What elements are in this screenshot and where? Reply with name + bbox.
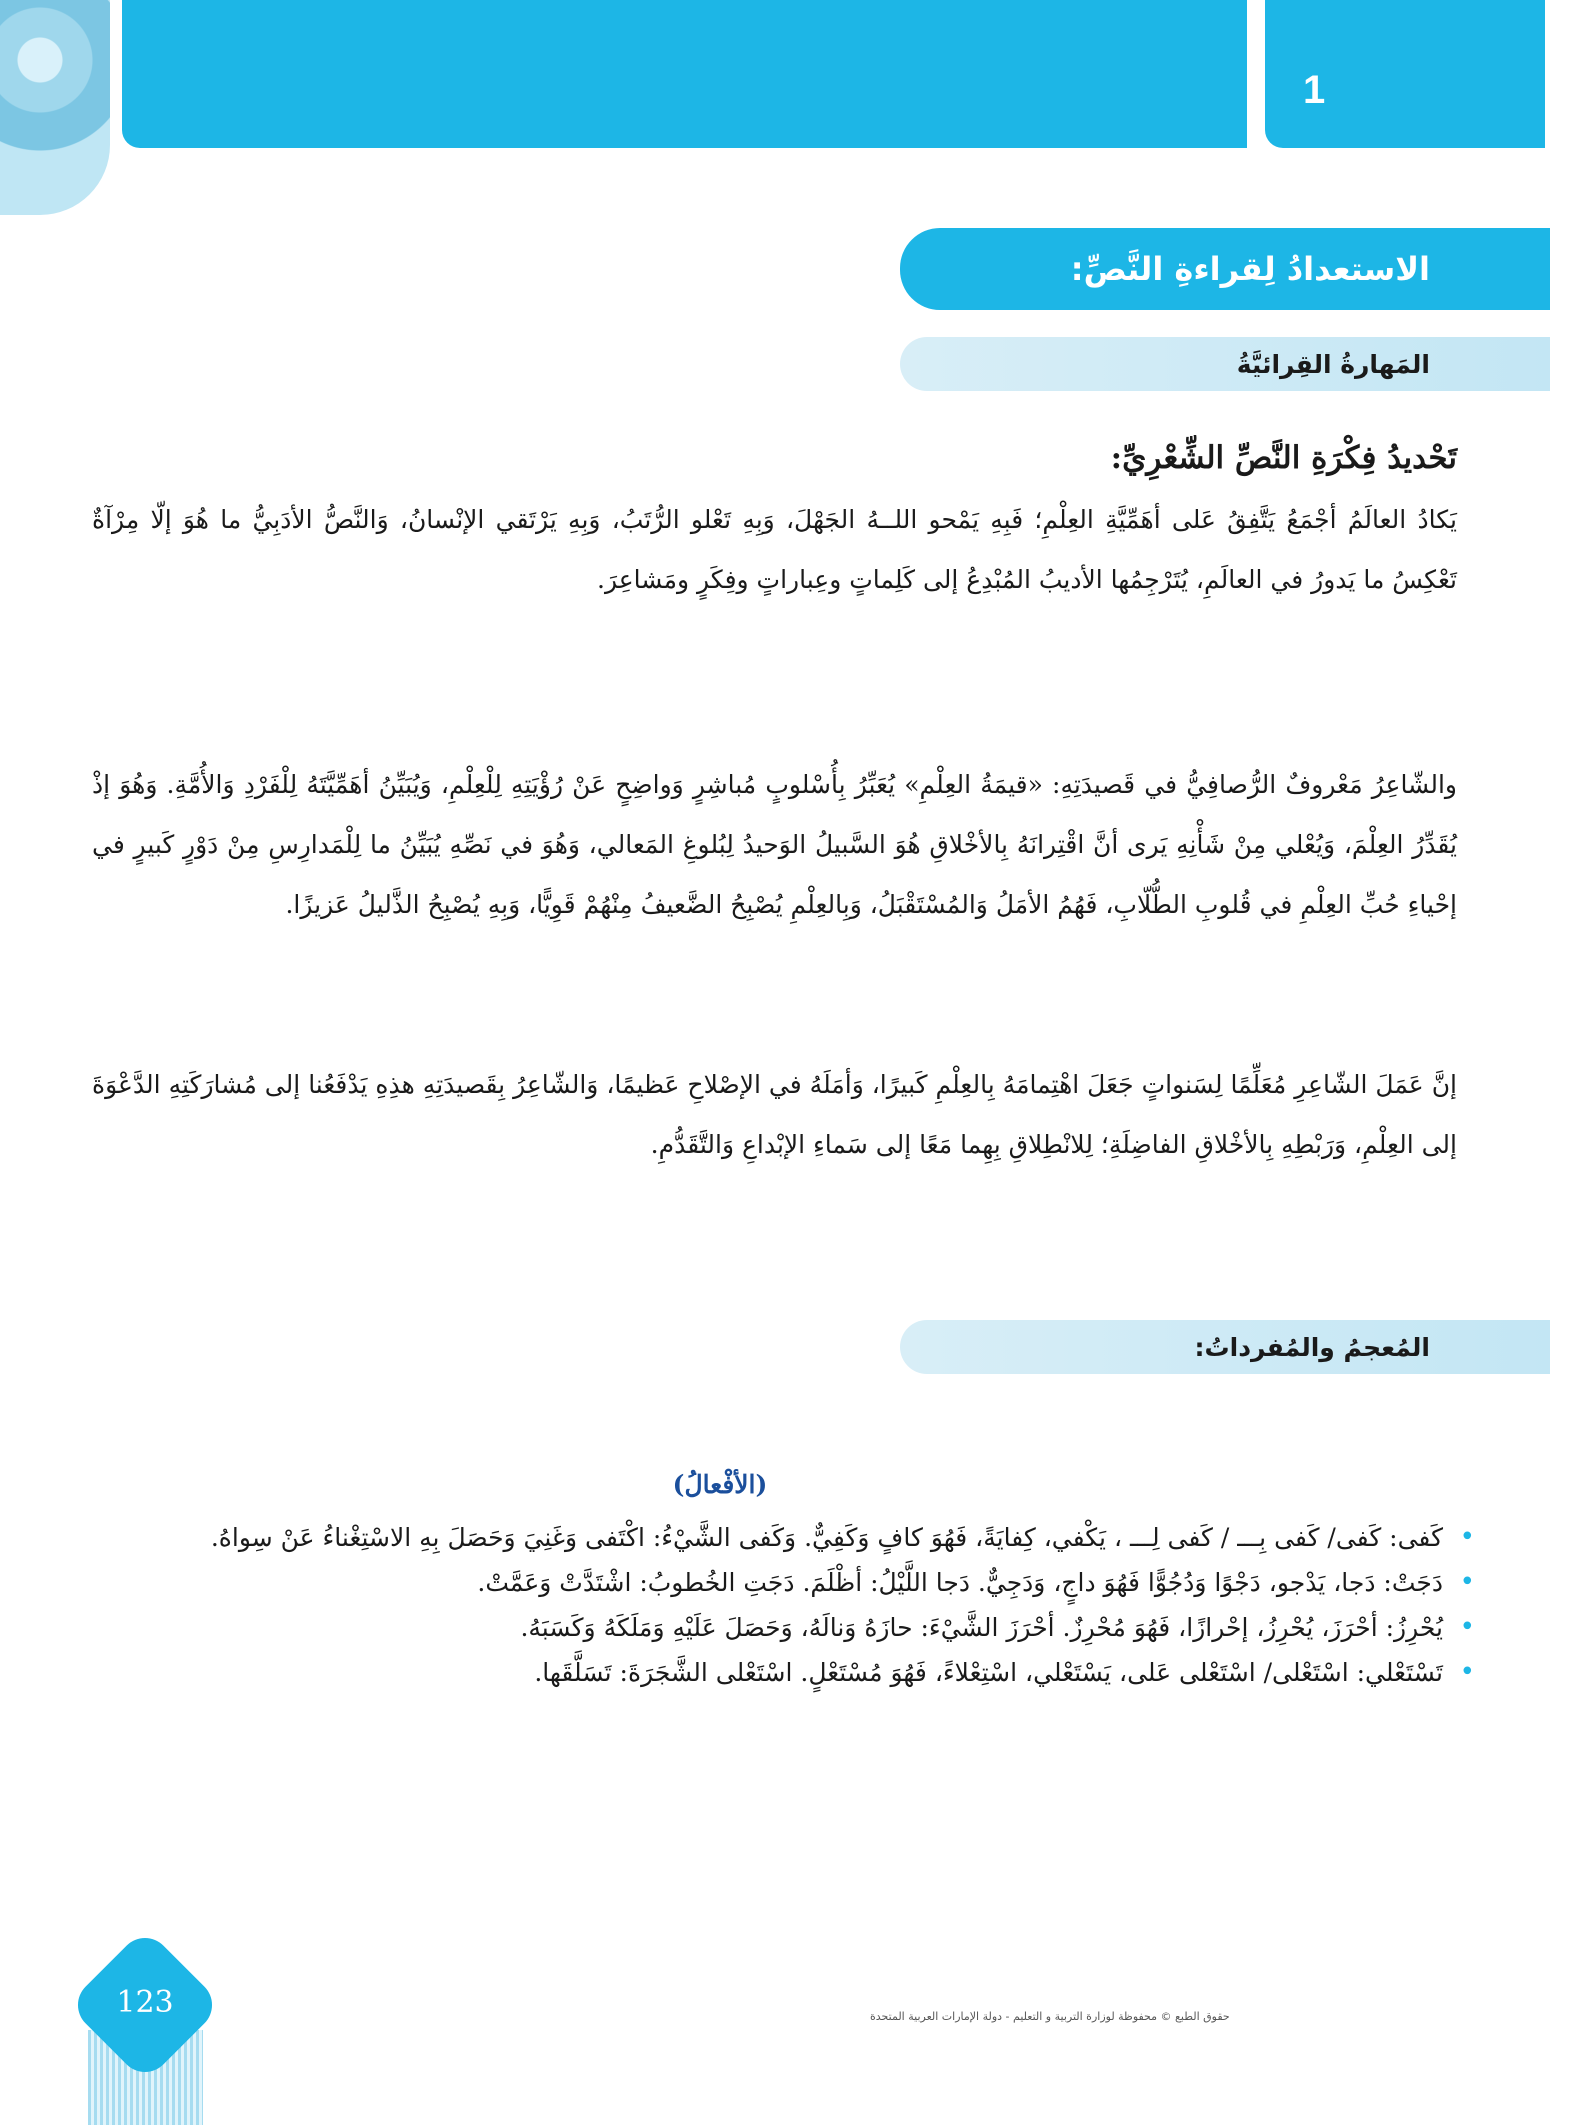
bullet-icon: •: [1459, 1522, 1475, 1552]
section-banner: [900, 228, 1550, 310]
paragraph-1: يَكادُ العالَمُ أجْمَعُ يَتَّفِقُ عَلى أهَمِّيَّةِ العِلْمِ؛ فَبِهِ يَمْحو اللــهُ الجَهْلَ، وَبِهِ تَعْلو الرُّتَبُ، وَبِهِ يَرْتَقي الإنْسانُ، وَالنَّصُّ الأدَبِيُّ ما هُوَ إلّا مِرْآةٌ تَعْكِسُ ما يَدورُ في العالَمِ، يُتَرْجِمُها الأديبُ المُبْدِعُ إلى كَلِماتٍ وعِباراتٍ وفِكَرٍ ومَشاعِرَ.: [92, 505, 1457, 594]
paragraph-2: والشّاعِرُ مَعْروفٌ الرُّصافِيُّ في قَصيدَتِهِ: «قيمَةُ العِلْمِ» يُعَبِّرُ بِأُسْلوبٍ مُباشِرٍ وَواضِحٍ عَنْ رُؤْيَتِهِ لِلْعِلْمِ، وَيُبَيِّنُ أهَمِّيَّتَهُ لِلْفَرْدِ وَالأُمَّةِ. وَهُوَ إذْ يُقَدِّرُ العِلْمَ، وَيُعْلي مِنْ شَأْنِهِ يَرى أنَّ اقْتِرانَهُ بِالأخْلاقِ هُوَ السَّبيلُ الوَحيدُ لِبُلوغِ المَعالي، وَهُوَ في نَصِّهِ يُبَيِّنُ ما لِلْمَدارِسِ مِنْ دَوْرٍ كَبيرٍ في إحْياءِ حُبِّ العِلْمِ في قُلوبِ الطُّلّابِ، فَهُمُ الأمَلُ وَالمُسْتَقْبَلُ، وَبِالعِلْمِ يُصْبِحُ الضَّعيفُ مِنْهُمْ قَوِيًّا، وَبِهِ يُصْبِحُ الذَّليلُ عَزيزًا.: [92, 770, 1457, 919]
copyright-notice: حقوق الطبع © محفوظة لوزارة التربية و التعليم - دولة الإمارات العربية المتحدة: [870, 2010, 1230, 2023]
reading-skill-banner: [900, 337, 1550, 391]
header-band: [122, 0, 1247, 148]
page-number: 123: [116, 1985, 174, 2020]
vocabulary-entry: [97, 1650, 1477, 1695]
lesson-number-tab: [1265, 0, 1545, 148]
verbs-title: (الأفْعالُ): [672, 1470, 768, 1499]
poem-idea-heading: تَحْديدُ فِكْرَةِ النَّصِّ الشِّعْرِيِّ:: [1110, 440, 1457, 476]
paragraph-3: إنَّ عَمَلَ الشّاعِرِ مُعَلِّمًا لِسَنواتٍ جَعَلَ اهْتِمامَهُ بِالعِلْمِ كَبيرًا، وَأمَلَهُ في الإصْلاحِ عَظيمًا، وَالشّاعِرُ بِقَصيدَتِهِ هذِهِ يَدْفَعُنا إلى مُشارَكَتِهِ الدَّعْوَةَ إلى العِلْمِ، وَرَبْطِهِ بِالأخْلاقِ الفاضِلَةِ؛ لِلانْطِلاقِ بِهِما مَعًا إلى سَماءِ الإبْداعِ وَالتَّقَدُّمِ.: [92, 1070, 1457, 1159]
entry-text: يُحْرِزُ: أحْرَزَ، يُحْرِزُ، إحْرازًا، فَهُوَ مُحْرِزٌ. أحْرَزَ الشَّيْءَ: حازَهُ وَنالَهُ، وَحَصَلَ عَلَيْهِ وَمَلَكَهُ وَكَسَبَهُ.: [520, 1613, 1443, 1642]
bullet-icon: •: [1459, 1567, 1475, 1597]
lexicon-banner: [900, 1320, 1550, 1374]
bullet-icon: •: [1459, 1612, 1475, 1642]
entry-text: كَفى: كَفى/ كَفى بِـــ / كَفى لِـــ ، يَكْفي، كِفايَةً، فَهُوَ كافٍ وَكَفِيٌّ. وَكَفى الشَّيْءُ: اكْتَفى وَغَنِيَ وَحَصَلَ بِهِ الاسْتِغْناءُ عَنْ سِواهُ.: [210, 1523, 1443, 1552]
lesson-number: 1: [1303, 68, 1326, 112]
corner-decoration: [0, 0, 110, 215]
vocabulary-list: [97, 1515, 1477, 1695]
vocabulary-entry: [97, 1515, 1477, 1560]
bullet-icon: •: [1459, 1657, 1475, 1687]
vocabulary-entry: [97, 1560, 1477, 1605]
section-title: الاستعدادُ لِقراءةِ النَّصِّ:: [1070, 250, 1430, 288]
entry-text: تَسْتَعْلي: اسْتَعْلى/ اسْتَعْلى عَلى، يَسْتَعْلي، اسْتِعْلاءً، فَهُوَ مُسْتَعْلٍ. اسْتَعْلى الشَّجَرَةَ: تَسَلَّقَها.: [534, 1658, 1443, 1687]
reading-skill-title: المَهارةُ القِرائيَّةُ: [1236, 349, 1430, 379]
entry-text: دَجَتْ: دَجا، يَدْجو، دَجْوًا وَدُجُوًّا فَهُوَ داجٍ، وَدَجِيٌّ. دَجا اللَّيْلُ: أظْلَمَ. دَجَتِ الخُطوبُ: اشْتَدَّتْ وَعَمَّتْ.: [477, 1568, 1443, 1597]
vocabulary-entry: [97, 1605, 1477, 1650]
lexicon-title: المُعجمُ والمُفرداتُ:: [1194, 1332, 1430, 1362]
